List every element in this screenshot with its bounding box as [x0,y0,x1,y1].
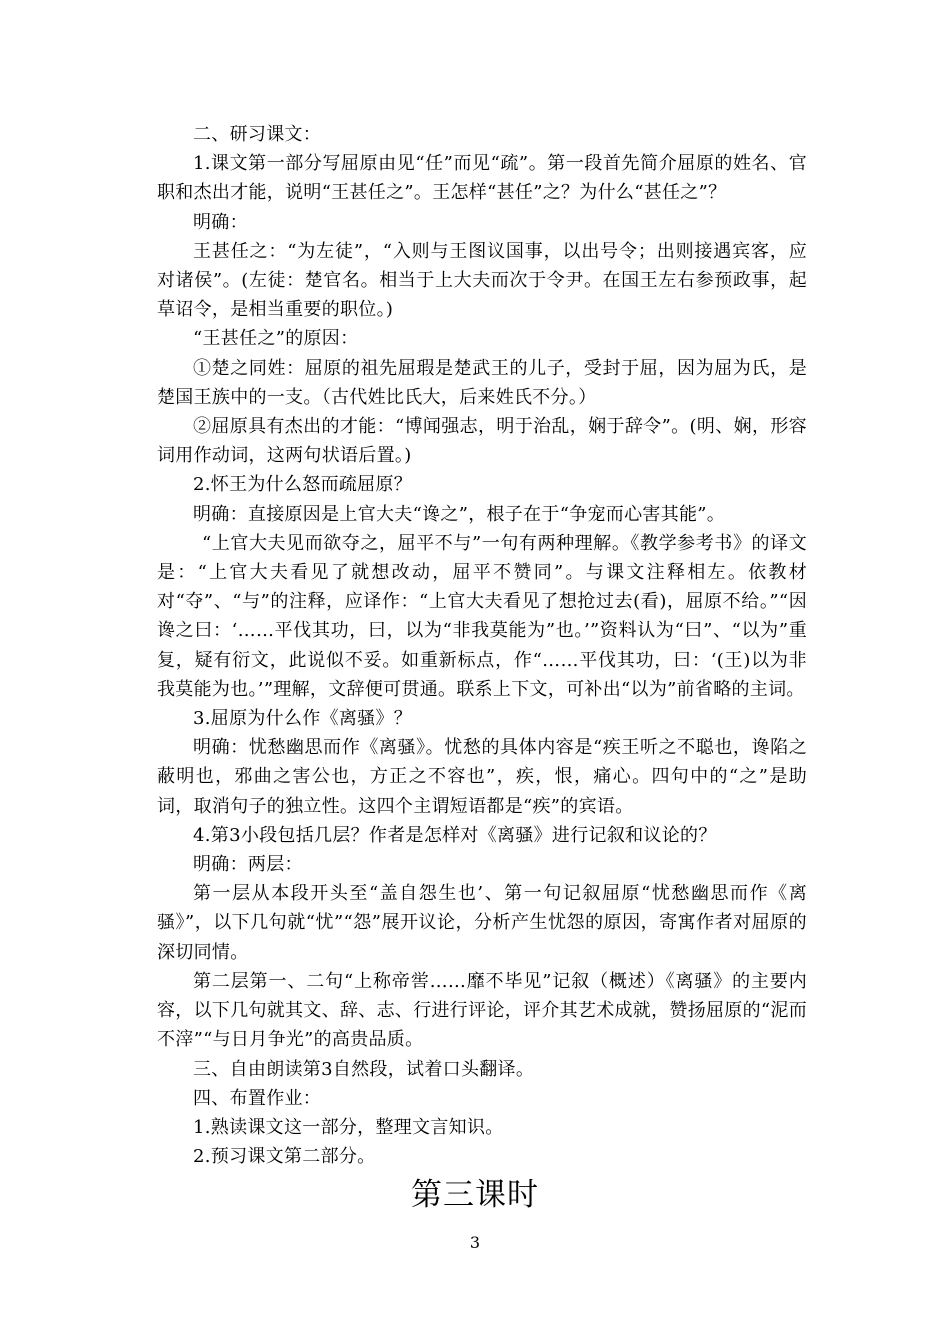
heading-reading: 三、自由朗读第3自然段，试着口头翻译。 [193,1058,535,1080]
heading-homework: 四、布置作业： [193,1087,322,1109]
homework-1: 1.熟读课文这一部分，整理文言知识。 [193,1116,504,1138]
question-2: 2.怀王为什么怒而疏屈原？ [193,474,413,496]
answer-3: 明确：忧愁幽思而作《离骚》。忧愁的具体内容是“疾王听之不聪也，谗陷之蔽明也，邪曲之害公也，方正之不容也”，疾，恨，痛心。四句中的“之”是助词，取消句子的独立性。这四个主谓短语都是“疾”的宾语。 [157,737,807,817]
page-number: 3 [469,1233,481,1252]
reason-heading: “王甚任之”的原因： [193,328,359,350]
reason-2: ②屈原具有杰出的才能：“博闻强志，明于治乱，娴于辞令”。(明、娴，形容词用作动词，这两句状语后置。) [157,416,807,467]
section-title: 第三课时 [411,1177,539,1213]
question-3: 3.屈原为什么作《离骚》？ [193,708,413,730]
layer-1: 第一层从本段开头至“盖自怨生也’、第一句记叙屈原“忧愁幽思而作《离骚》”，以下几句就“忧”“怨”展开议论，分析产生忧怨的原因，寄寓作者对屈原的深切同情。 [157,883,807,963]
answer-2: 明确：直接原因是上官大夫“谗之”，根子在于“争宠而心害其能”。 [193,503,726,525]
answer-label-1: 明确： [193,211,248,233]
heading-study-text: 二、研习课文： [193,124,322,145]
layer-2: 第二层第一、二句“上称帝喾……靡不毕见”记叙（概述）《离骚》的主要内容，以下几句就其文、辞、志、行进行评论，评介其艺术成就，赞扬屈原的“泥而不滓”“与日月争光”的高贵品质。 [157,970,807,1051]
document-body [157,120,807,1171]
reason-1: ①楚之同姓：屈原的祖先屈瑕是楚武王的儿子，受封于屈，因为屈为氏，是楚国王族中的一支。（古代姓比氏大，后来姓氏不分。） [157,357,807,408]
homework-2: 2.预习课文第二部分。 [193,1146,376,1168]
question-4: 4.第3小段包括几层？作者是怎样对《离骚》进行记叙和议论的？ [193,824,717,846]
translation-discussion: “上官大夫见而欲夺之，屈平不与”一句有两种理解。《教学参考书》的译文是：“上官大夫看见了就想改动，屈平不赞同”。与课文注释相左。依教材对“夺”、“与”的注释，应译作：“上官大夫看见了想抢过去(看)，屈原不给。”“因谗之曰：‘……平伐其功，曰，以为“非我莫能为”也。’”资料认为“曰”、“以为”重复，疑有衍文，此说似不妥。如重新标点，作“……平伐其功，曰：‘(王)以为非我莫能为也。’”理解，文辞便可贯通。联系上下文，可补出“以为”前省略的主词。 [157,532,807,700]
answer-1-body: 王甚任之：“为左徒”，“入则与王图议国事，以出号令；出则接遇宾客，应对诸侯”。(左徒：楚官名。相当于上大夫而次于令尹。在国王左右参预政事，起草诏令，是相当重要的职位。) [157,240,807,321]
question-1: 1.课文第一部分写屈原由见“任”而见“疏”。第一段首先简介屈原的姓名、官职和杰出才能，说明“王甚任之”。王怎样“甚任”之？为什么“甚任之”？ [157,153,807,204]
answer-4-label: 明确：两层： [193,854,303,876]
